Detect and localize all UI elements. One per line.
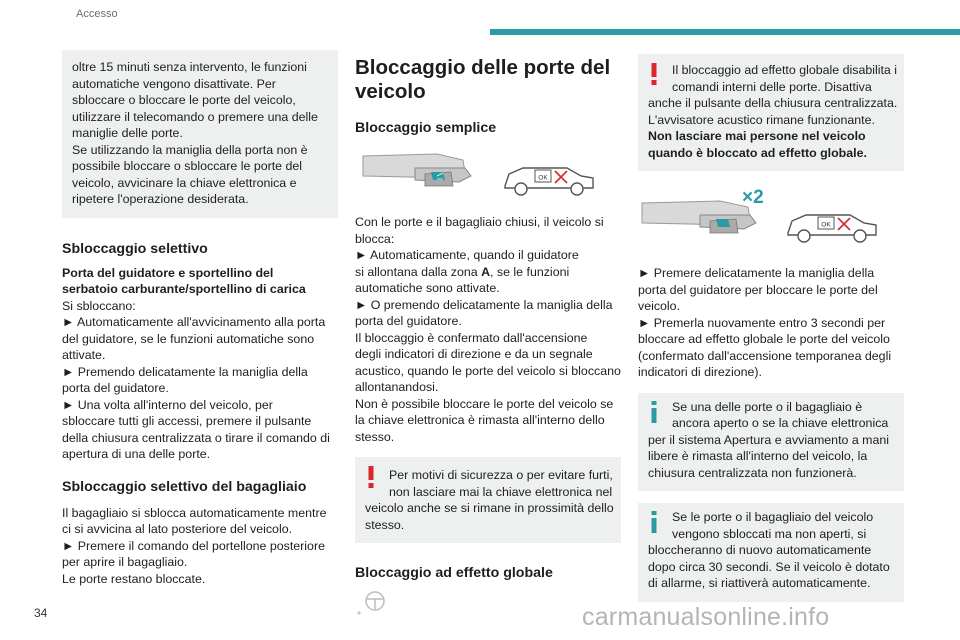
text-line: bloccare ad effetto globale le porte del veicolo [638,332,890,346]
heading-selective-unlocking: Sbloccaggio selettivo [62,240,208,257]
text-line: porta del guidatore. [355,314,462,328]
zone-a-label: A [481,264,491,279]
text-line: comandi interni delle porte. Disattiva [672,79,872,94]
text-fragment: , se le funzioni [490,264,570,279]
text-line: degli indicatori di direzione e da un segnale [355,347,593,361]
text-line: ci si avvicina al lato posteriore del veicolo. [62,522,293,536]
text-line: la chiave elettronica è rimasta all'interno dello [355,413,605,427]
text-line: blocca: [355,231,395,246]
text-line: chiusura centralizzata non funzionerà. [648,465,857,480]
text-line: Si sbloccano: [62,298,136,313]
text-line: vengono sbloccati ma non aperti, si [672,526,867,541]
continued-note-box [62,50,338,218]
continued-note-text [72,59,328,208]
text-line: bloccheranno di nuovo automaticamente [648,543,872,557]
text-line: stesso. [365,517,405,532]
text-line: porta del guidatore per bloccare le porte del [638,282,878,297]
column-3 [638,50,904,602]
text-line: Le porte restano bloccate. [62,571,206,586]
text-line: dopo circa 30 secondi. Se il veicolo è dotato [648,559,890,574]
text-line: maniglie delle porte. [72,126,183,140]
warning-box-global-locking [638,54,904,171]
text-line: del guidatore, se le funzioni automatiche sono [62,331,315,346]
selective-unlocking-text [62,298,338,463]
car-outline-icon [505,168,593,195]
text-line [355,264,621,281]
image-placeholder-icon [355,589,395,617]
heading-boot-unlocking: Sbloccaggio selettivo del bagagliaio [62,478,307,495]
info-box-locking-failure [638,393,904,492]
text-line: Porta del guidatore e sportellino del [62,265,274,280]
header-accent-bar [490,29,960,35]
text-line: oltre 15 minuti senza intervento, le funzioni [72,60,307,74]
text-line: apertura di una delle porte. [62,447,211,461]
text-line: ► O premendo delicatamente la maniglia della [355,297,613,312]
text-line: per il sistema Apertura e avviamento a mani [648,432,890,447]
boot-unlocking-text [62,505,338,588]
text-line: ► Una volta all'interno del veicolo, per [62,397,273,412]
info-text [648,509,894,592]
text-line: Il bloccaggio ad effetto globale disabilita i [672,63,898,77]
text-line: indicatori di direzione). [638,365,762,379]
text-line: libere è rimasta all'interno del veicolo, la [648,449,868,463]
text-fragment: si allontana dalla zona [355,264,482,279]
warning-exclamation-icon [648,63,660,85]
text-line: allontanandosi. [355,380,439,394]
info-text [648,399,894,482]
text-line: per aprire il bagagliaio. [62,555,188,569]
text-line: utilizzare il telecomando o premere una delle [72,109,318,124]
global-locking-text [638,265,904,381]
section-title-locking [355,56,621,104]
car-outline-icon [788,215,876,242]
text-line: Non è possibile bloccare le porte del veicolo se [355,396,614,411]
text-line: ancora aperto o se la chiave elettronica [672,416,889,430]
title-line: veicolo [355,80,426,103]
text-line: acustico, quando le porte del veicolo si bloccano [355,363,621,378]
info-box-auto-relock [638,503,904,602]
door-handle-touch-illustration [355,146,621,204]
page-number: 34 [34,606,48,620]
text-line-bold: Non lasciare mai persone nel veicolo [648,129,866,143]
header-section-title: Accesso [76,8,118,20]
column-2 [355,50,621,617]
text-line: sbloccare o bloccare le porte del veicolo, [72,93,296,107]
text-line: Se utilizzando la maniglia della porta non è [72,142,308,157]
text-line: veicolo, avvicinare la chiave elettronica e [72,175,297,190]
warning-text [365,467,614,533]
double-touch-illustration [638,187,904,251]
text-line: ► Premerla nuovamente entro 3 secondi per [638,315,886,330]
text-line: possibile bloccare o sbloccare le porte del [72,159,303,173]
text-line: Il bagagliaio si sblocca automaticamente mentre [62,505,327,520]
text-line: (confermato dall'accensione temporanea degli [638,348,892,363]
times-two-label: ×2 [742,187,764,208]
warning-box-key [355,457,621,543]
ok-label: OK [821,221,831,229]
text-line: automatiche sono attivate. [355,281,500,295]
text-line: Se le porte o il bagagliaio del veicolo [672,510,874,524]
text-line: veicolo anche se si rimane in prossimità dello [365,501,614,515]
heading-global-locking: Bloccaggio ad effetto globale [355,565,553,581]
warning-exclamation-icon [365,466,377,488]
ok-label: OK [538,174,548,182]
column-1 [62,50,338,587]
text-line-bold: quando è bloccato ad effetto globale. [648,145,867,160]
info-i-icon [648,401,660,423]
text-line: della chiusura centralizzata o tirare il comando di [62,430,330,445]
watermark: carmanualsonline.info [582,603,830,631]
info-i-icon [648,511,660,533]
text-line: veicolo. [638,299,681,313]
text-line: Con le porte e il bagagliaio chiusi, il veicolo si [355,215,604,229]
text-line: Per motivi di sicurezza o per evitare furti, [389,468,613,482]
text-line: non lasciare mai la chiave elettronica nel [389,484,613,499]
text-line: attivate. [62,348,106,362]
text-line: anche il pulsante della chiusura centralizzata. [648,96,898,110]
text-line: ► Premendo delicatamente la maniglia della [62,364,308,379]
subheading-driver-door [62,265,338,298]
heading-simple-locking: Bloccaggio semplice [355,120,497,136]
text-line: sbloccare tutti gli accessi, premere il pulsante [62,414,312,428]
global-locking-illustration [638,187,904,251]
title-line: Bloccaggio delle porte del [355,56,611,79]
text-line: ► Automaticamente, quando il guidatore [355,248,579,262]
text-line: porta del guidatore. [62,381,169,395]
simple-locking-text [355,214,621,445]
text-line: ► Premere delicatamente la maniglia della [638,266,875,280]
text-line: Se una delle porte o il bagagliaio è [672,399,863,414]
text-line: ► Premere il comando del portellone posteriore [62,538,325,553]
text-line: serbatoio carburante/sportellino di carica [62,282,306,296]
text-line: ► Automaticamente all'avvicinamento alla porta [62,315,326,329]
simple-locking-illustration [355,146,621,204]
warning-text [648,62,898,161]
text-line: Il bloccaggio è confermato dall'accensione [355,330,588,345]
text-line: stesso. [355,429,395,444]
text-line: di allarme, si riattiverà automaticamente. [648,576,871,590]
text-line: automatiche vengono disattivate. Per [72,76,276,91]
text-line: ripetere l'operazione desiderata. [72,192,249,206]
text-line: L'avvisatore acustico rimane funzionante. [648,112,875,127]
